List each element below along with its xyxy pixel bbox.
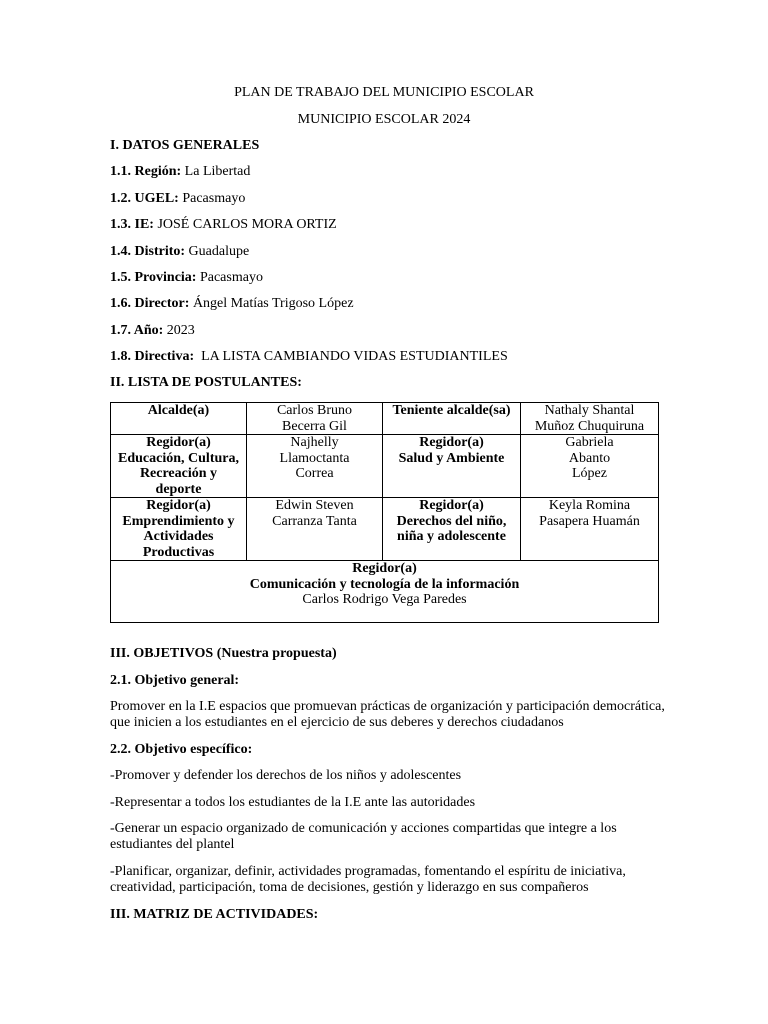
field-label: 1.3. IE: — [110, 217, 154, 232]
document-subtitle: MUNICIPIO ESCOLAR 2024 — [297, 112, 471, 127]
merged-cell — [111, 561, 659, 623]
name-line: Pasapera Huamán — [539, 513, 640, 529]
name-line: Keyla Romina — [548, 498, 631, 513]
role-label: Alcalde(a) — [147, 403, 210, 418]
name-line: Najhelly — [290, 435, 339, 450]
subheading-objetivo-general: 2.1. Objetivo general: — [110, 673, 240, 688]
name-line: Carranza Tanta — [272, 513, 357, 529]
section-heading-objetivos: III. OBJETIVOS (Nuestra propuesta) — [110, 646, 337, 661]
role-cell — [383, 435, 521, 498]
section-heading-postulantes: II. LISTA DE POSTULANTES: — [110, 375, 302, 390]
objetivo-especifico-item: -Generar un espacio organizado de comunicación y acciones compartidas que integre a los estudiantes del plantel — [110, 821, 617, 852]
field-anio — [110, 323, 195, 339]
role-line: Productivas — [142, 544, 215, 560]
role-cell — [111, 403, 247, 435]
role-line: Regidor(a) — [419, 435, 484, 450]
field-label: 1.5. Provincia: — [110, 270, 197, 285]
name-cell — [247, 435, 383, 498]
field-value: Guadalupe — [188, 244, 250, 259]
field-value: LA LISTA CAMBIANDO VIDAS ESTUDIANTILES — [201, 349, 508, 364]
field-directiva — [110, 349, 508, 365]
role-line: Educación, Cultura, — [118, 450, 239, 466]
role-line: Salud y Ambiente — [398, 450, 505, 466]
subheading-objetivo-especifico: 2.2. Objetivo específico: — [110, 742, 253, 757]
role-cell — [111, 498, 247, 561]
role-line: Regidor(a) — [146, 498, 211, 513]
field-label: 1.7. Año: — [110, 323, 164, 338]
role-cell — [111, 435, 247, 498]
role-cell — [383, 403, 521, 435]
name-line: Edwin Steven — [275, 498, 354, 513]
field-label: 1.6. Director: — [110, 296, 190, 311]
section-heading-datos-generales: I. DATOS GENERALES — [110, 138, 260, 153]
role-line: deporte — [155, 481, 202, 497]
name-cell — [521, 498, 659, 561]
field-value: Pacasmayo — [199, 270, 263, 285]
role-line: Recreación y — [139, 466, 218, 481]
field-label: 1.1. Región: — [110, 164, 182, 179]
name-line: Correa — [295, 466, 334, 481]
field-value: La Libertad — [184, 164, 251, 179]
objetivo-especifico-item: -Promover y defender los derechos de los niños y adolescentes — [110, 768, 462, 783]
field-director — [110, 296, 354, 312]
field-label: 1.4. Distrito: — [110, 244, 186, 259]
role-line: Emprendimiento y — [122, 513, 235, 529]
name-line: Abanto — [568, 450, 611, 466]
section-heading-matriz: III. MATRIZ DE ACTIVIDADES: — [110, 907, 319, 922]
role-line: Comunicación y tecnología de la información — [249, 576, 520, 592]
field-value: Ángel Matías Trigoso López — [192, 296, 354, 311]
table-row — [111, 498, 659, 561]
objetivo-especifico-item: -Planificar, organizar, definir, actividades programadas, fomentando el espíritu de iniciativa, creatividad, participación, toma de decisiones, gestión y liderazgo en sus compañeros — [110, 864, 626, 895]
objetivo-general-text: Promover en la I.E espacios que promuevan prácticas de organización y participación democrática, que inicien a los estudiantes en el ejercicio de sus deberes y derechos ciudadanos — [110, 699, 665, 730]
role-cell — [383, 498, 521, 561]
field-distrito — [110, 244, 249, 260]
candidates-table — [110, 402, 659, 623]
field-value: JOSÉ CARLOS MORA ORTIZ — [157, 217, 337, 232]
name-line: Muñoz Chuquiruna — [534, 418, 645, 434]
field-value: 2023 — [166, 323, 195, 338]
role-line: Actividades — [143, 529, 214, 544]
role-line: Regidor(a) — [419, 498, 484, 513]
objetivo-especifico-item: -Representar a todos los estudiantes de la I.E ante las autoridades — [110, 795, 476, 810]
field-value: Pacasmayo — [182, 191, 246, 206]
role-line: Regidor(a) — [352, 561, 417, 576]
name-line: López — [572, 466, 607, 481]
name-line: Carlos Rodrigo Vega Paredes — [302, 592, 467, 607]
name-line: Becerra Gil — [282, 418, 347, 434]
field-region — [110, 164, 250, 180]
name-line: Carlos Bruno — [276, 403, 353, 418]
table-row — [111, 435, 659, 498]
role-label: Teniente alcalde(sa) — [392, 403, 511, 418]
document-title: PLAN DE TRABAJO DEL MUNICIPIO ESCOLAR — [234, 85, 534, 100]
role-line: Regidor(a) — [146, 435, 211, 450]
name-cell — [521, 435, 659, 498]
field-ugel — [110, 191, 245, 207]
name-cell — [247, 403, 383, 435]
field-provincia — [110, 270, 263, 286]
name-line: Nathaly Shantal — [544, 403, 635, 418]
field-label: 1.8. Directiva: — [110, 349, 195, 364]
role-line: Derechos del niño, — [396, 513, 507, 529]
name-cell — [247, 498, 383, 561]
name-line: Llamoctanta — [279, 450, 350, 466]
field-ie — [110, 217, 337, 233]
role-line: niña y adolescente — [397, 529, 506, 544]
name-line: Gabriela — [565, 435, 614, 450]
table-row — [111, 403, 659, 435]
field-label: 1.2. UGEL: — [110, 191, 179, 206]
name-cell — [521, 403, 659, 435]
table-row — [111, 561, 659, 623]
